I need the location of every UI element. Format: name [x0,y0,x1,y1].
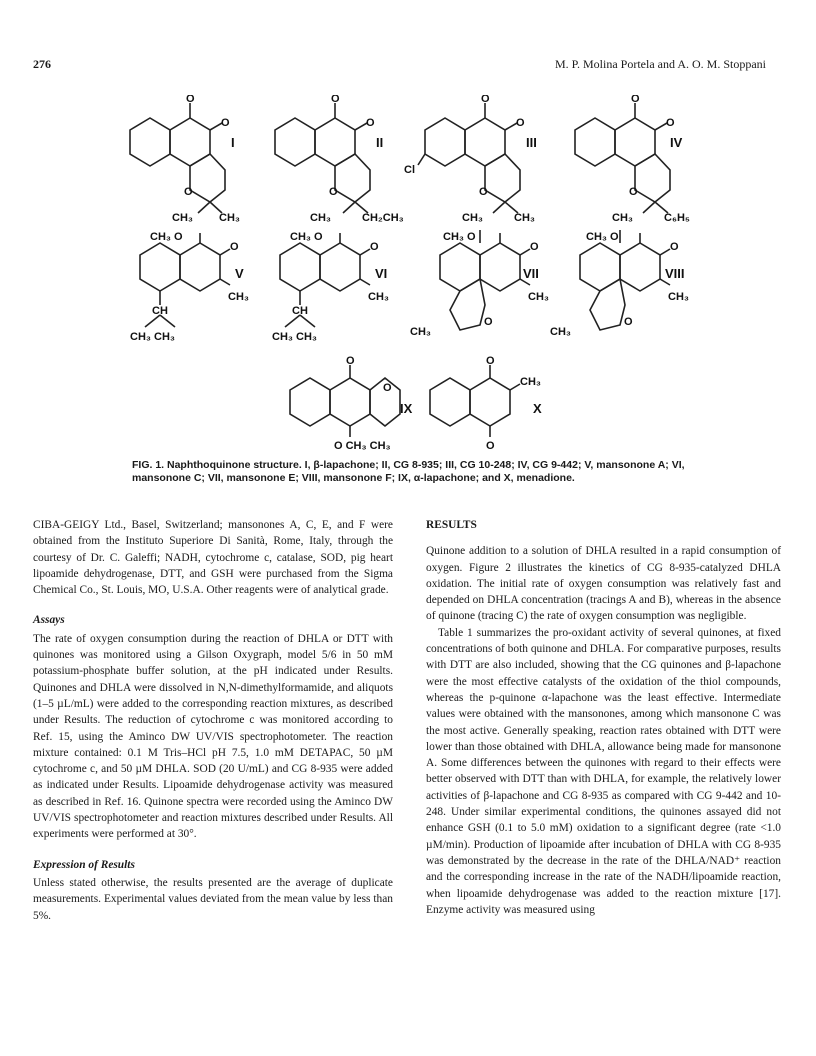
svg-text:O: O [479,186,488,198]
svg-text:X: X [533,401,542,416]
svg-text:O: O [666,117,675,129]
svg-text:IX: IX [400,401,413,416]
figure-1 [100,95,740,455]
svg-text:O: O [331,95,340,105]
svg-text:I: I [231,135,235,150]
svg-text:CH₃: CH₃ [219,212,240,224]
svg-text:CH₃: CH₃ [410,326,431,338]
svg-text:O: O [221,117,230,129]
svg-text:CH₃: CH₃ [550,326,571,338]
results-heading: RESULTS [426,519,477,531]
structure-IV [575,103,670,213]
svg-text:O: O [624,316,633,328]
structure-II [275,103,370,213]
svg-text:II: II [376,135,384,150]
svg-text:O: O [530,241,539,253]
svg-text:CH₃ O: CH₃ O [586,231,619,243]
page-number: 276 [33,57,51,71]
paragraph: Quinone addition to a solution of DHLA resulted in a rapid consumption of oxygen. Figure 2 illustrates the kinetics of CG 8-935-catalyzed DHLA oxidation. The initial rate of oxygen consumption was relatively fast and depended on DHLA concentration (tracings A and B), whereas in the absence of quinone (tracing C) the rate of oxygen consumption was negligible. [426,545,781,623]
svg-text:VI: VI [375,266,388,281]
svg-text:O: O [631,95,640,105]
svg-text:CH₃: CH₃ [668,291,689,303]
svg-text:CH₃ CH₃: CH₃ CH₃ [272,331,318,343]
structure-III [418,103,520,213]
paragraph: The rate of oxygen consumption during the reaction of DHLA or DTT with quinones was monitored using a Gilson Oxygraph, model 5/6 in 50 mM potassium-phosphate buffer solution, at the pH indicated under Results. Quinones and DHLA were dissolved in N,N-dimethylformamide, and aliquots (1–5 µL/mL) were added to the corresponding reaction mixtures, as described under Results. The reduction of cytochrome c was monitored according to Ref. 15, using the Aminco DW UV/VIS spectrophotometer. The reaction mixture contained: 0.1 M Tris–HCl pH 7.5, 1.0 mM DETAPAC, 50 µM cytochrome c, and 50 µM DHLA. SOD (20 U/mL) and CG 8-935 were added as indicated under Results. Lipoamide dehydrogenase activity was measured as described in Ref. 16. Quinone spectra were recorded using the Aminco DW UV/VIS spectrophotometer and reaction mixtures described under Results. All experiments were performed at 30°. [33,632,393,841]
svg-text:Cl: Cl [404,164,415,176]
svg-text:O: O [329,186,338,198]
svg-text:CH₃: CH₃ [514,212,535,224]
svg-text:O: O [186,95,195,105]
svg-text:O: O [486,355,495,367]
svg-text:CH: CH [292,305,308,317]
svg-text:VIII: VIII [665,266,685,281]
svg-text:CH₃ O: CH₃ O [443,231,476,243]
assays-heading: Assays [33,614,65,627]
svg-text:O: O [481,95,490,105]
svg-text:CH₃: CH₃ [462,212,483,224]
svg-text:CH₃ O: CH₃ O [150,231,183,243]
svg-text:VII: VII [523,266,539,281]
running-header-authors: M. P. Molina Portela and A. O. M. Stoppani [554,57,766,71]
svg-text:CH: CH [152,305,168,317]
svg-text:CH₃: CH₃ [520,376,541,388]
paragraph: CIBA-GEIGY Ltd., Basel, Switzerland; mansonones A, C, E, and F were obtained from the Instituto Superiore Di Sanità, Rome, Italy, through the courtesy of Dr. C. Galeffi; NADH, cytochrome c, catalase, SOD, pig heart lipoamide dehydrogenase, DTT, and GSH were purchased from the Sigma Chemical Co., St. Louis, MO, U.S.A. Other reagents were of analytical grade. [33,519,393,597]
right-column [426,517,781,918]
svg-text:CH₃: CH₃ [172,212,193,224]
svg-text:CH₃: CH₃ [612,212,633,224]
svg-text:V: V [235,266,244,281]
svg-text:CH₃ O: CH₃ O [290,231,323,243]
svg-text:CH₂CH₃: CH₂CH₃ [362,212,404,224]
structure-IX [290,365,400,437]
expression-heading: Expression of Results [33,858,135,871]
svg-text:O CH₃ CH₃: O CH₃ CH₃ [334,440,391,452]
svg-text:O: O [184,186,193,198]
svg-text:CH₃: CH₃ [310,212,331,224]
svg-text:CH₃: CH₃ [228,291,249,303]
structure-I [130,103,225,213]
figure-caption: FIG. 1. Naphthoquinone structure. I, β-lapachone; II, CG 8-935; III, CG 10-248; IV, CG 9-442; V, mansonone A; VI, mansonone C; VII, mansonone E; VIII, mansonone F; IX, α-lapachone; and X, menadione. [132,459,685,484]
structure-VIII [580,230,670,330]
svg-text:O: O [383,382,392,394]
naphthoquinone-structures [100,95,740,455]
svg-text:IV: IV [670,135,683,150]
svg-text:O: O [366,117,375,129]
svg-text:III: III [526,135,537,150]
svg-text:O: O [484,316,493,328]
svg-text:O: O [629,186,638,198]
structure-VII [440,230,530,330]
svg-text:O: O [346,355,355,367]
svg-text:CH₃ CH₃: CH₃ CH₃ [130,331,176,343]
svg-text:CH₃: CH₃ [528,291,549,303]
paragraph: Unless stated otherwise, the results presented are the average of duplicate measurements. Experimental values deviated from the mean value by less than 5%. [33,876,393,922]
left-column [33,517,393,924]
svg-text:CH₃: CH₃ [368,291,389,303]
structure-X [430,365,520,437]
svg-text:C₆H₅: C₆H₅ [664,212,690,224]
paragraph: Table 1 summarizes the pro-oxidant activity of several quinones, at fixed concentrations of both quinone and DHLA. For comparative purposes, results with DTT are also included, showing that the CG quinones and β-lapachone were the most effective catalysts of the oxidation of the thiol compounds, whereas the p-quinone α-lapachone was the least effective. Intermediate values were obtained with the mansonones, among which mansonone C was the most active. Generally speaking, reaction rates obtained with DTT were lower than those obtained with DHLA, allowance being made for mansonone A. Some differences between the quinones with regard to their effects were better observed with DTT than with DHLA, for example, the relatively lower activities of β-lapachone and CG 8-935 as compared with CG 9-442 and 10-248. Under similar experimental conditions, the quinones assayed did not enhance GSH (0.1 to 5.0 mM) oxidation to a significant degree (rate <1.0 µM/min). Production of lipoamide after incubation of DHLA with CG 8-935 was demonstrated by the decrease in the rate of the DHLA/NAD⁺ reaction and the corresponding increase in the rate of the NADH/lipoamide reaction, when lipoamide dehydrogenase was added to the reaction mixture [17]. Enzyme activity was measured using [426,626,781,916]
svg-text:O: O [516,117,525,129]
svg-text:O: O [230,241,239,253]
svg-text:O: O [486,440,495,452]
svg-text:O: O [670,241,679,253]
svg-text:O: O [370,241,379,253]
